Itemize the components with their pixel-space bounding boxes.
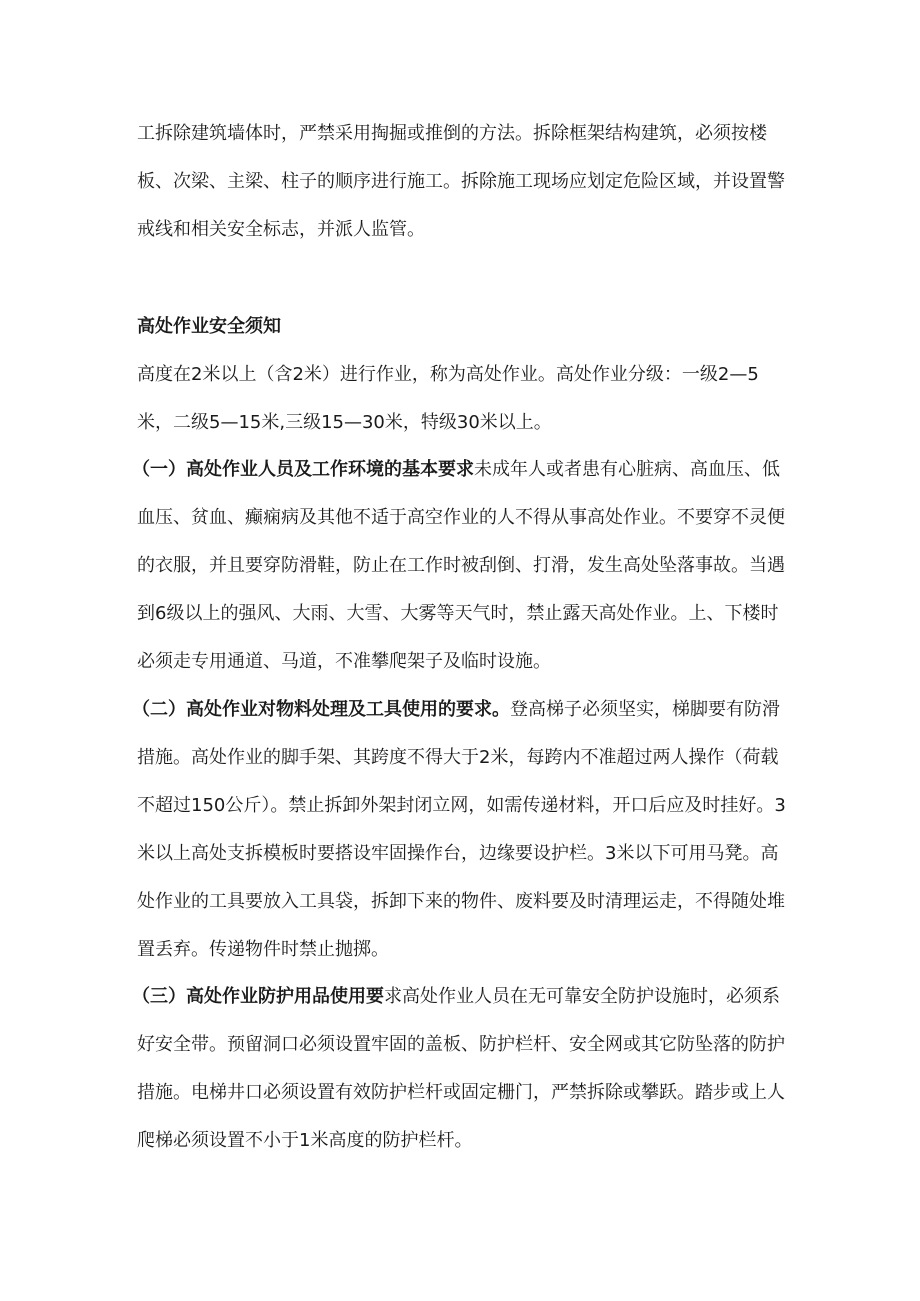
requirement-3-body: 求高处作业人员在无可靠安全防护设施时，必须系好安全带。预留洞口必须设置牢固的盖板、防护栏杆、安全网或其它防坠落的防护措施。电梯井口必须设置有效防护栏杆或固定栅门，严禁拆除或攀跃。踏步或上人爬梯必须设置不小于1米高度的防护栏杆。: [137, 986, 785, 1151]
requirement-paragraph-1: [132, 446, 787, 686]
requirement-1-title: （一）高处作业人员及工作环境的基本要求: [132, 459, 474, 480]
requirement-2-title: （二）高处作业对物料处理及工具使用的要求。: [132, 699, 510, 720]
requirement-3-title: （三）高处作业防护用品使用要: [132, 986, 384, 1007]
section-heading: 高处作业安全须知: [137, 316, 281, 337]
requirement-paragraph-3: [132, 973, 787, 1165]
requirement-1-body: 未成年人或者患有心脏病、高血压、低血压、贫血、癫痫病及其他不适于高空作业的人不得从事高处作业。不要穿不灵便的衣服，并且要穿防滑鞋，防止在工作时被刮倒、打滑，发生高处坠落事故。当遇到6级以上的强风、大雨、大雪、大雾等天气时，禁止露天高处作业。上、下楼时必须走专用通道、马道，不准攀爬架子及临时设施。: [137, 459, 785, 672]
definition-paragraph: 高度在2米以上（含2米）进行作业，称为高处作业。高处作业分级：一级2—5米，二级5—15米,三级15—30米，特级30米以上。: [137, 364, 759, 433]
intro-paragraph: 工拆除建筑墙体时，严禁采用掏掘或推倒的方法。拆除框架结构建筑，必须按楼板、次梁、主梁、柱子的顺序进行施工。拆除施工现场应划定危险区域，并设置警戒线和相关安全标志，并派人监管。: [137, 123, 785, 240]
requirement-2-body: 登高梯子必须坚实，梯脚要有防滑措施。高处作业的脚手架、其跨度不得大于2米，每跨内不准超过两人操作（荷载不超过150公斤）。禁止拆卸外架封闭立网，如需传递材料，开口后应及时挂好。3米以上高处支拆模板时要搭设牢固操作台，边缘要设护栏。3米以下可用马凳。高处作业的工具要放入工具袋，拆卸下来的物件、废料要及时清理运走，不得随处堆置丢弃。传递物件时禁止抛掷。: [137, 699, 786, 960]
requirement-paragraph-2: [132, 686, 787, 974]
